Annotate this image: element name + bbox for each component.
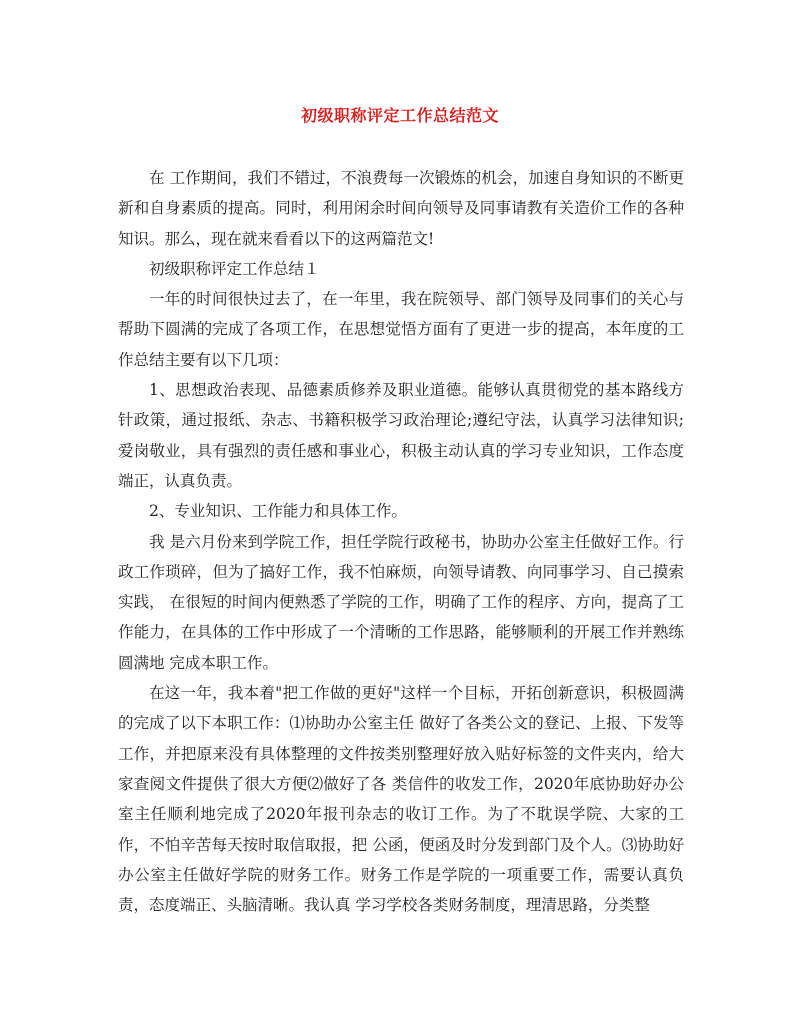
body-paragraph: 在这一年，我本着"把工作做的更好"这样一个目标，开拓创新意识，积极圆满的完成了以下本职工作：⑴协助办公室主任 做好了各类公文的登记、上报、下发等工作，并把原来没有具体整理的文件按类别整理好放入贴好标签的文件夹内，给大家查阅文件提供了很大方便⑵做好了各 类信件的收发工作，2020年底协助好办公室主任顺利地完成了2020年报刊杂志的收订工作。为了不耽误学院、大家的工作，不怕辛苦每天按时取信取报，把 公函，便函及时分发到部门及个人。⑶协助好办公室主任做好学院的财务工作。财务工作是学院的一项重要工作，需要认真负责，态度端正、头脑清晰。我认真 学习学校各类财务制度，理清思路，分类整	[118, 684, 684, 915]
document-title: 初级职称评定工作总结范文	[300, 106, 499, 125]
body-paragraph: 我 是六月份来到学院工作，担任学院行政秘书，协助办公室主任做好工作。行政工作琐碎，但为了搞好工作，我不怕麻烦，向领导请教、向同事学习、自己摸索实践， 在很短的时间内便熟悉了学院的工作，明确了工作的程序、方向，提高了工作能力，在具体的工作中形成了一个清晰的工作思路，能够顺利的开展工作并熟练圆满地 完成本职工作。	[118, 532, 684, 672]
document-body	[118, 163, 684, 920]
body-paragraph: 2、专业知识、工作能力和具体工作。	[149, 502, 407, 521]
body-paragraph: 1、思想政治表现、品德素质修养及职业道德。能够认真贯彻党的基本路线方针政策，通过报纸、杂志、书籍积极学习政治理论;遵纪守法，认真学习法律知识;爱岗敬业，具有强烈的责任感和事业心，积极主动认真的学习专业知识，工作态度端正，认真负责。	[118, 381, 684, 490]
section-heading: 初级职称评定工作总结１	[149, 259, 320, 278]
body-paragraph: 一年的时间很快过去了，在一年里，我在院领导、部门领导及同事们的关心与帮助下圆满的完成了各项工作，在思想觉悟方面有了更进一步的提高，本年度的工作总结主要有以下几项：	[118, 290, 684, 369]
intro-paragraph: 在 工作期间，我们不错过，不浪费每一次锻炼的机会，加速自身知识的不断更新和自身素质的提高。同时，利用闲余时间向领导及同事请教有关造价工作的各种知识。那么，现在就来看看以下的这两篇范文!	[118, 169, 684, 248]
